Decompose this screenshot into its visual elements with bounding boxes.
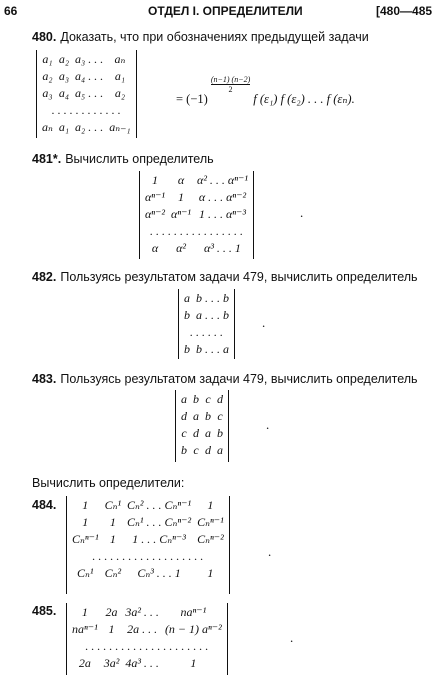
cell: 1 bbox=[82, 515, 89, 529]
problem-number: 481*. bbox=[32, 152, 62, 166]
cell: 1 bbox=[190, 656, 197, 670]
cell: αⁿ⁻² bbox=[145, 207, 166, 221]
cell: 2a bbox=[105, 605, 118, 619]
cell: α bbox=[177, 173, 185, 187]
cell: 1 bbox=[207, 566, 214, 580]
cell: a bbox=[205, 426, 211, 440]
cell: a₄ bbox=[58, 86, 70, 100]
cell: Cₙⁿ⁻¹ bbox=[72, 532, 99, 546]
cell: αⁿ⁻¹ bbox=[171, 207, 192, 221]
cell: 4a³ . . . bbox=[125, 656, 159, 670]
period: . bbox=[262, 315, 266, 330]
cell: a₄ . . . bbox=[75, 69, 104, 83]
cell: Cₙ³ . . . 1 bbox=[137, 566, 181, 580]
cell: aₙ₋₁ bbox=[109, 120, 131, 134]
problem-484-number: 484. bbox=[32, 498, 57, 512]
cell: 3a² . . . bbox=[125, 605, 159, 619]
compute-heading: Вычислить определители: bbox=[32, 476, 185, 490]
rhs-prefix: = (−1) bbox=[176, 92, 208, 106]
page-number: 66 bbox=[4, 4, 18, 18]
cell: α³ . . . 1 bbox=[204, 241, 241, 255]
cell: Cₙ¹ . . . Cₙⁿ⁻² bbox=[127, 515, 192, 529]
cell: Cₙⁿ⁻¹ bbox=[197, 515, 224, 529]
determinant-481 bbox=[139, 171, 254, 259]
rhs-suffix: f (ε₁) f (ε₂) . . . f (εₙ). bbox=[253, 92, 355, 106]
cell: a₂ bbox=[114, 86, 125, 100]
problem-number: 483. bbox=[32, 372, 57, 386]
cell: α . . . αⁿ⁻² bbox=[198, 190, 247, 204]
cell: a₂ . . . bbox=[75, 120, 104, 134]
period: . bbox=[300, 205, 304, 220]
cell: 1 bbox=[178, 190, 185, 204]
cell: αⁿ⁻¹ bbox=[145, 190, 166, 204]
cell: Cₙ² bbox=[104, 566, 122, 580]
cell: d bbox=[181, 409, 187, 423]
cell: a₂ bbox=[58, 52, 70, 66]
determinant-484 bbox=[66, 496, 230, 594]
cell: b bbox=[184, 342, 190, 356]
cell: a bbox=[181, 392, 187, 406]
determinant-483 bbox=[175, 390, 229, 462]
cell: 1 . . . αⁿ⁻³ bbox=[198, 207, 246, 221]
cell: 1 bbox=[108, 622, 115, 636]
cell: a₁ bbox=[42, 52, 53, 66]
cell: b bbox=[205, 409, 211, 423]
section-title: ОТДЕЛ I. ОПРЕДЕЛИТЕЛИ bbox=[148, 4, 303, 18]
dots-row: . . . . . . . . . . . . . . . . . . . bbox=[92, 549, 204, 563]
cell: a bbox=[217, 443, 223, 457]
problem-text: Пользуясь результатом задачи 479, вычислить определитель bbox=[60, 270, 418, 284]
problem-text: Вычислить определитель bbox=[65, 152, 214, 166]
cell: b bbox=[184, 308, 190, 322]
cell: d bbox=[193, 426, 199, 440]
cell: d bbox=[217, 392, 223, 406]
problem-482-heading bbox=[32, 268, 418, 286]
cell: 1 bbox=[207, 498, 214, 512]
cell: a₅ . . . bbox=[75, 86, 104, 100]
cell: 1 bbox=[82, 498, 89, 512]
cell: a₃ bbox=[42, 86, 53, 100]
dots-row: . . . . . . bbox=[190, 325, 223, 339]
determinant-482 bbox=[178, 289, 235, 359]
cell: 1 bbox=[152, 173, 158, 187]
dots-row: . . . . . . . . . . . . . . . . bbox=[149, 224, 243, 238]
cell: Cₙ² . . . Cₙⁿ⁻¹ bbox=[127, 498, 192, 512]
problem-483-heading bbox=[32, 370, 418, 388]
cell: b . . . a bbox=[196, 342, 229, 356]
period: . bbox=[290, 630, 294, 645]
cell: b bbox=[193, 392, 199, 406]
cell: Cₙ¹ bbox=[77, 566, 94, 580]
period: . bbox=[266, 417, 270, 432]
cell: a₁ bbox=[58, 120, 70, 134]
problem-range: [480—485 bbox=[376, 4, 433, 18]
cell: aₙ bbox=[42, 120, 53, 134]
cell: 1 bbox=[109, 515, 116, 529]
cell: a₃ . . . bbox=[75, 52, 104, 66]
problem-text: Пользуясь результатом задачи 479, вычислить определитель bbox=[60, 372, 418, 386]
cell: 2a bbox=[78, 656, 91, 670]
cell: Cₙⁿ⁻² bbox=[197, 532, 224, 546]
dots-row: . . . . . . . . . . . . . . . . . . . . . bbox=[85, 639, 209, 653]
problem-480-heading bbox=[32, 28, 369, 46]
cell: a₁ bbox=[114, 69, 125, 83]
cell: c bbox=[205, 392, 211, 406]
cell: a bbox=[184, 291, 190, 305]
cell: Cₙ¹ bbox=[104, 498, 122, 512]
formula-480-rhs bbox=[176, 75, 355, 107]
cell: aₙ bbox=[114, 52, 126, 66]
period: . bbox=[268, 544, 272, 559]
cell: 1 bbox=[109, 532, 116, 546]
cell: b bbox=[217, 426, 223, 440]
cell: α bbox=[151, 241, 159, 255]
cell: b . . . b bbox=[196, 291, 229, 305]
cell: d bbox=[205, 443, 211, 457]
exponent-denominator: 2 bbox=[228, 85, 233, 94]
cell: c bbox=[193, 443, 199, 457]
cell: 2a . . . bbox=[127, 622, 158, 636]
problem-481-heading bbox=[32, 150, 214, 168]
cell: α² bbox=[176, 241, 186, 255]
cell: b bbox=[181, 443, 187, 457]
problem-text: Доказать, что при обозначениях предыдущей задачи bbox=[60, 30, 369, 44]
dots-row: . . . . . . . . . . . . bbox=[51, 103, 121, 117]
cell: α² . . . αⁿ⁻¹ bbox=[197, 173, 248, 187]
cell: a bbox=[193, 409, 199, 423]
cell: naⁿ⁻¹ bbox=[180, 605, 207, 619]
cell: 1 . . . Cₙⁿ⁻³ bbox=[132, 532, 186, 546]
exponent-fraction bbox=[211, 75, 250, 94]
cell: naⁿ⁻¹ bbox=[72, 622, 98, 636]
problem-number: 480. bbox=[32, 30, 57, 44]
cell: (n − 1) aⁿ⁻² bbox=[164, 622, 222, 636]
cell: a₂ bbox=[42, 69, 53, 83]
cell: a₃ bbox=[58, 69, 70, 83]
determinant-480 bbox=[36, 50, 137, 138]
cell: 1 bbox=[81, 605, 88, 619]
cell: 3a² bbox=[103, 656, 120, 670]
cell: c bbox=[181, 426, 187, 440]
cell: c bbox=[217, 409, 223, 423]
exponent-numerator: (n−1) (n−2) bbox=[210, 75, 251, 84]
problem-number: 482. bbox=[32, 270, 57, 284]
determinant-485 bbox=[66, 603, 228, 675]
cell: a . . . b bbox=[196, 308, 229, 322]
problem-485-number: 485. bbox=[32, 604, 57, 618]
